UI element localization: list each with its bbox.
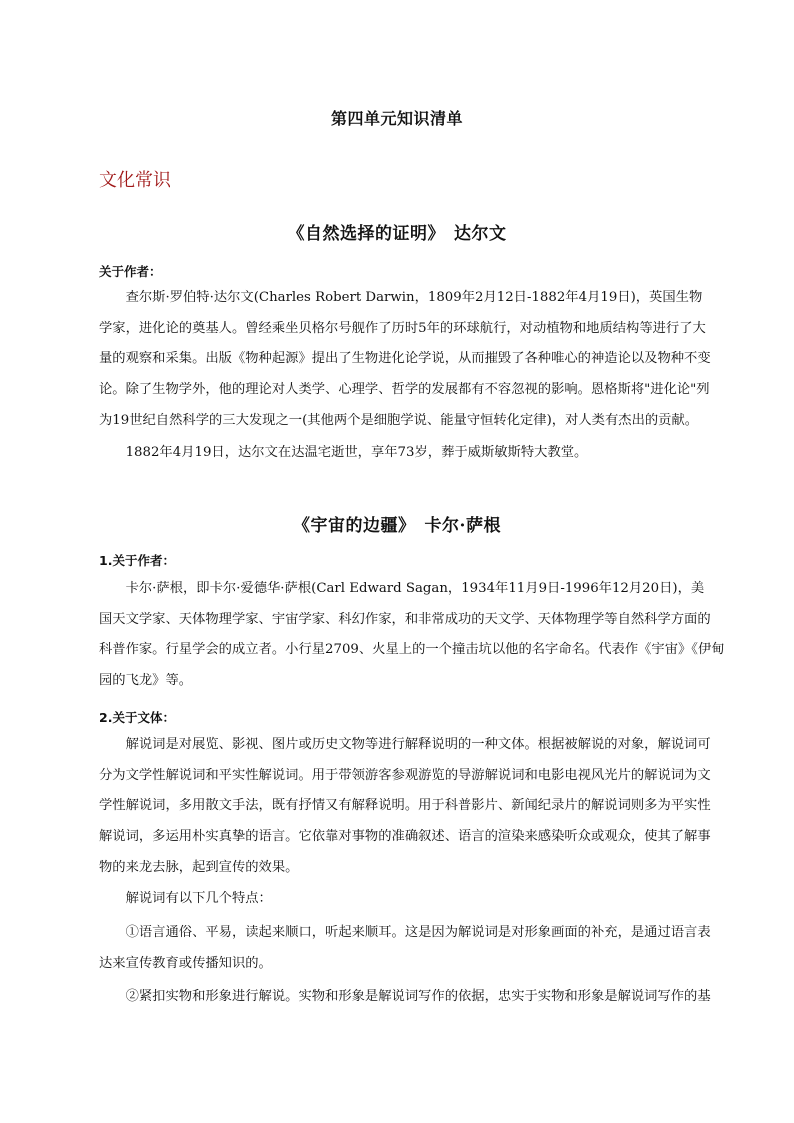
paragraph-line: 学家，进化论的奠基人。曾经乘坐贝格尔号舰作了历时5年的环球航行，对动植物和地质结构等进行了大 — [99, 320, 706, 336]
darwin-author-label: 关于作者： — [99, 264, 162, 279]
paragraph-line: 园的飞龙》等。 — [99, 673, 193, 689]
darwin-death-paragraph — [99, 438, 725, 469]
document-title: 第四单元知识清单 — [330, 109, 463, 128]
paragraph-line: 科普作家。行星学会的成立者。小行星2709、火星上的一个撞击坑以他的名字命名。代表作《宇宙》《伊甸 — [99, 642, 725, 658]
paragraph-line: 达来宣传教育或传播知识的。 — [99, 955, 272, 971]
paragraph-line: 解说词有以下几个特点： — [99, 891, 272, 906]
paragraph-line: ①语言通俗、平易，读起来顺口，听起来顺耳。这是因为解说词是对形象画面的补充，是通过语言表 — [99, 925, 711, 940]
paragraph-line: 1882年4月19日，达尔文在达温宅逝世，享年73岁，葬于威斯敏斯特大教堂。 — [99, 445, 588, 460]
feature-1-paragraph — [99, 918, 725, 979]
section-label-culture: 文化常识 — [99, 170, 171, 191]
paragraph-line: 分为文学性解说词和平实性解说词。用于带领游客参观游览的导游解说词和电影电视风光片的解说词为文 — [99, 767, 711, 783]
paragraph-line: 物的来龙去脉，起到宣传的效果。 — [99, 859, 299, 875]
paragraph-line: 学性解说词，多用散文手法，既有抒情又有解释说明。用于科普影片、新闻纪录片的解说词则多为平实性 — [99, 798, 711, 814]
paragraph-line: 论。除了生物学外，他的理论对人类学、心理学、哲学的发展都有不容忽视的影响。恩格斯将"进化论"列 — [99, 382, 710, 398]
paragraph-line: 量的观察和采集。出版《物种起源》提出了生物进化论学说，从而摧毁了各种唯心的神造论以及物种不变 — [99, 351, 711, 367]
paragraph-line: 国天文学家、天体物理学家、宇宙学家、科幻作家，和非常成功的天文学、天体物理学等自然科学方面的 — [99, 611, 711, 627]
sagan-author-paragraph — [99, 574, 725, 697]
article-title-sagan: 《宇宙的边疆》 卡尔·萨根 — [293, 516, 501, 536]
sagan-style-label: 2.关于文体： — [99, 710, 175, 725]
paragraph-line: 解说词是对展览、影视、图片或历史文物等进行解释说明的一种文体。根据被解说的对象，解说词可 — [99, 737, 711, 752]
feature-2-paragraph — [99, 982, 725, 1013]
sagan-author-label: 1.关于作者： — [99, 553, 175, 568]
darwin-author-paragraph — [99, 283, 725, 437]
paragraph-line: 解说词，多运用朴实真挚的语言。它依靠对事物的准确叙述、语言的渲染来感染听众或观众，使其了解事 — [99, 829, 711, 845]
features-intro — [99, 884, 725, 915]
article-title-darwin: 《自然选择的证明》 达尔文 — [287, 224, 507, 244]
paragraph-line: 卡尔·萨根，即卡尔·爱德华·萨根(Carl Edward Sagan，1934年11月9日-1996年12月20日)，美 — [99, 581, 705, 596]
paragraph-line: 查尔斯·罗伯特·达尔文(Charles Robert Darwin，1809年2月12日-1882年4月19日)，英国生物 — [99, 290, 703, 305]
paragraph-line: 为19世纪自然科学的三大发现之一(其他两个是细胞学说、能量守恒转化定律)，对人类有杰出的贡献。 — [99, 412, 699, 428]
commentary-style-paragraph — [99, 730, 725, 884]
paragraph-line: ②紧扣实物和形象进行解说。实物和形象是解说词写作的依据，忠实于实物和形象是解说词写作的基 — [99, 989, 711, 1004]
